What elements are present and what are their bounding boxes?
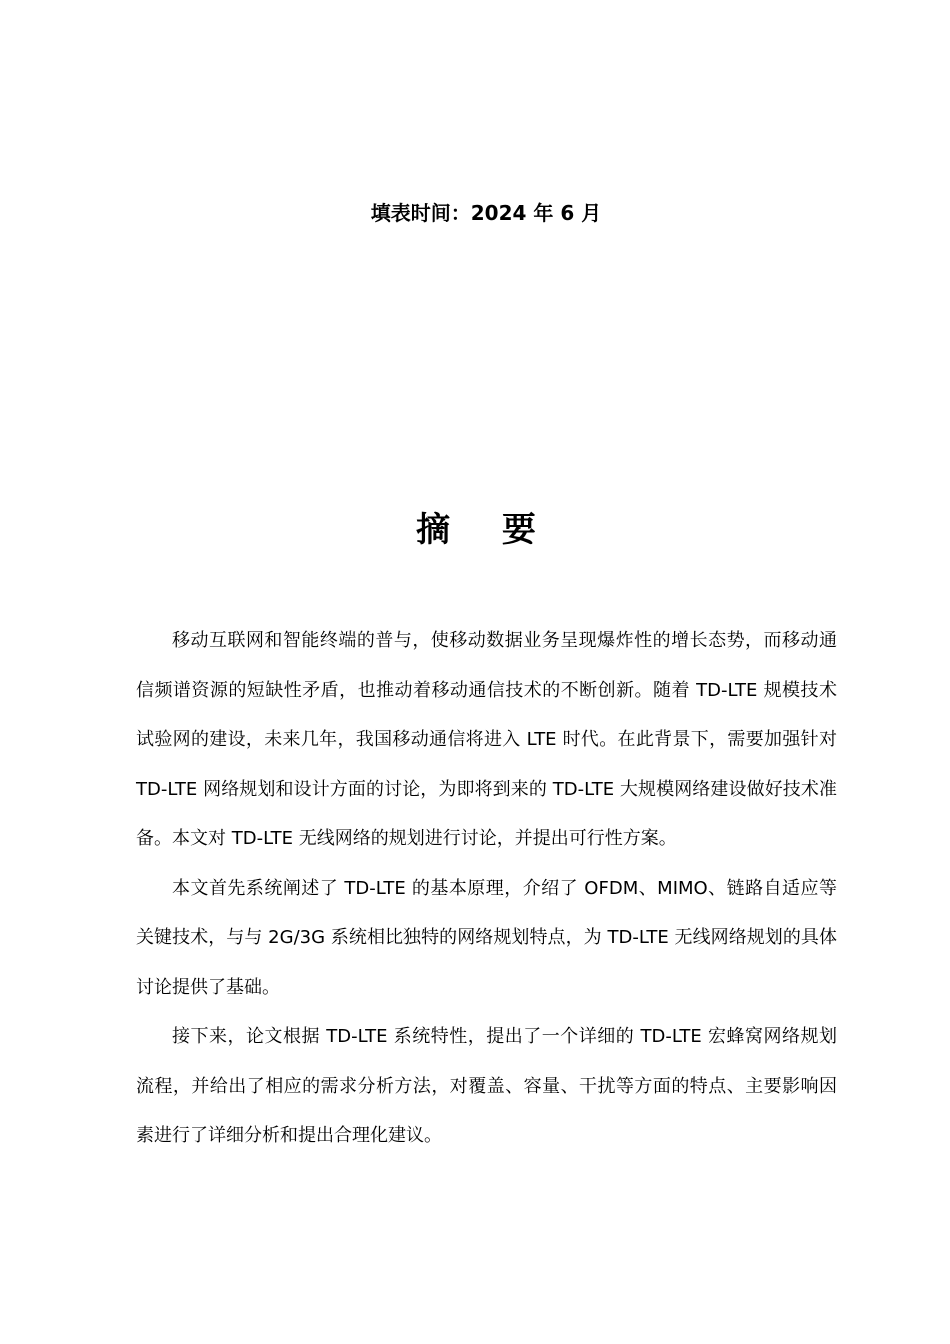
abstract-paragraph: 接下来，论文根据 TD-LTE 系统特性，提出了一个详细的 TD-LTE 宏蜂窝网络规划流程，并给出了相应的需求分析方法，对覆盖、容量、干扰等方面的特点、主要影响因素进行了详细分析和提出合理化建议。 (136, 1026, 837, 1146)
fill-date: 填表时间：2024 年 6 月 (370, 201, 602, 225)
abstract-title: 摘 要 (416, 510, 556, 550)
abstract-body (136, 616, 837, 1161)
abstract-paragraph: 移动互联网和智能终端的普与，使移动数据业务呈现爆炸性的增长态势，而移动通信频谱资源的短缺性矛盾，也推动着移动通信技术的不断创新。随着 TD-LTE 规模技术试验网的建设，未来几年，我国移动通信将进入 LTE 时代。在此背景下，需要加强针对 TD-LTE 网络规划和设计方面的讨论，为即将到来的 TD-LTE 大规模网络建设做好技术准备。本文对 TD-LTE 无线网络的规划进行讨论，并提出可行性方案。 (136, 630, 837, 849)
abstract-paragraph: 本文首先系统阐述了 TD-LTE 的基本原理，介绍了 OFDM、MIMO、链路自适应等关键技术，与与 2G/3G 系统相比独特的网络规划特点，为 TD-LTE 无线网络规划的具体讨论提供了基础。 (136, 877, 837, 998)
